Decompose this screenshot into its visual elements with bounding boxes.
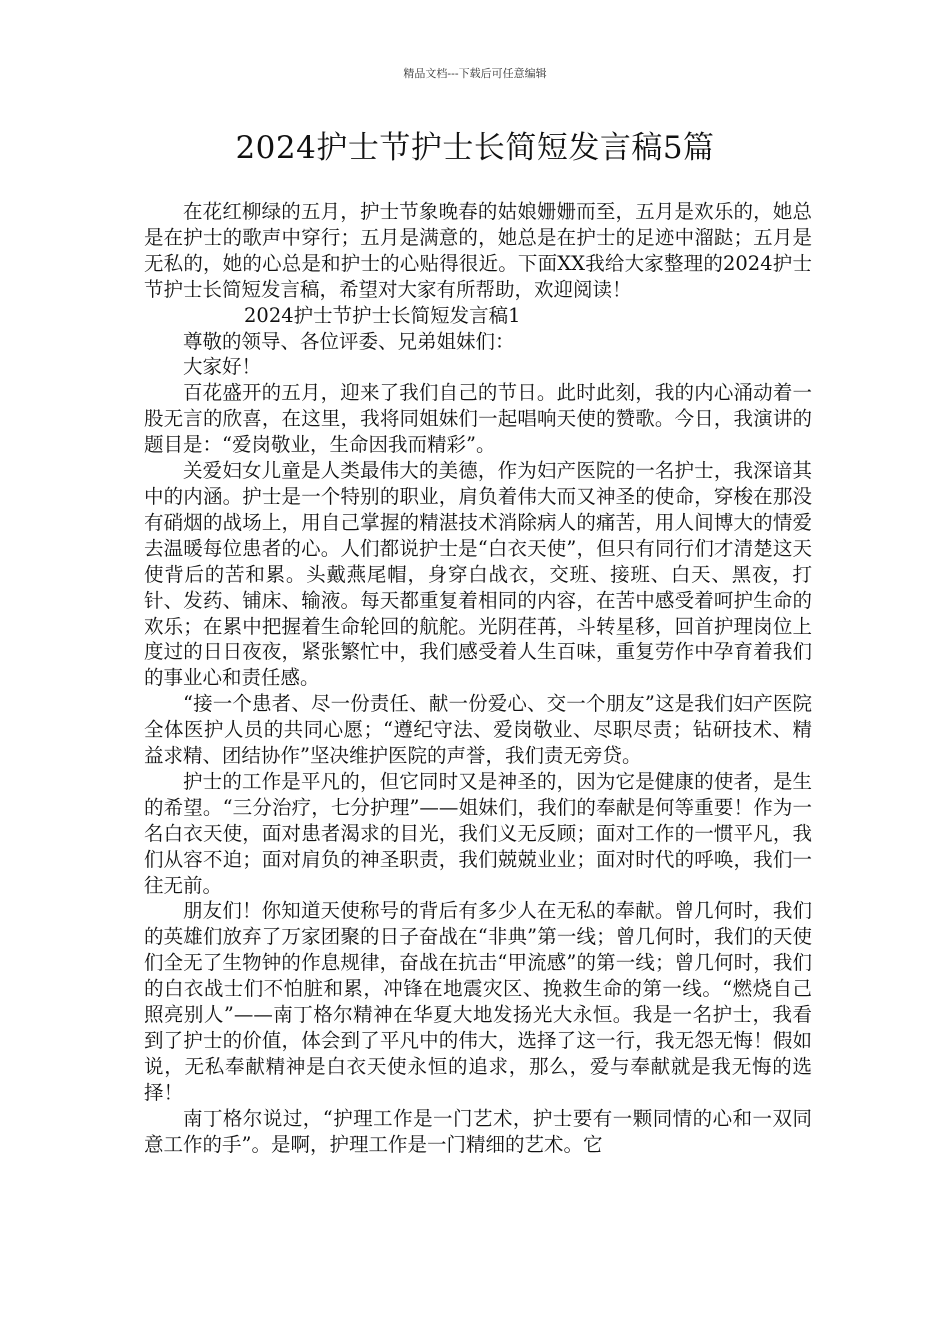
section-heading: 2024护士节护士长简短发言稿1 xyxy=(244,303,521,327)
greeting-line: 大家好！ xyxy=(183,355,262,379)
salutation-line: 尊敬的领导、各位评委、兄弟姐妹们： xyxy=(183,329,515,353)
body-paragraph: 朋友们！你知道天使称号的背后有多少人在无私的奉献。曾几何时，我们的英雄们放弃了万家团聚的日子奋战在“非典”第一线；曾几何时，我们的天使们全无了生物钟的作息规律，奋战在抗击“甲流感”的第一线；曾几何时，我们的白衣战士们不怕脏和累，冲锋在地震灾区、挽救生命的第一线。“燃烧自己照亮别人”——南丁格尔精神在华夏大地发扬光大永恒。我是一名护士，我看到了护士的价值，体会到了平凡中的伟大，选择了这一行，我无怨无悔！假如说，无私奉献精神是白衣天使永恒的追求，那么，爱与奉献就是我无悔的选择！ xyxy=(144,899,812,1104)
header-note: 精品文档---下载后可任意编辑 xyxy=(403,67,547,80)
body-paragraph: “接一个患者、尽一份责任、献一份爱心、交一个朋友”这是我们妇产医院全体医护人员的共同心愿；“遵纪守法、爱岗敬业、尽职尽责；钻研技术、精益求精、团结协作”坚决维护医院的声誉，我们责无旁贷。 xyxy=(144,692,812,768)
body-paragraph: 百花盛开的五月，迎来了我们自己的节日。此时此刻，我的内心涌动着一股无言的欣喜，在这里，我将同姐妹们一起唱响天使的赞歌。今日，我演讲的题目是：“爱岗敬业，生命因我而精彩”。 xyxy=(144,381,812,457)
document-body xyxy=(144,199,812,1158)
document-title: 2024护士节护士长简短发言稿5篇 xyxy=(235,130,715,166)
body-paragraph: 护士的工作是平凡的，但它同时又是神圣的，因为它是健康的使者，是生的希望。“三分治疗，七分护理”——姐妹们，我们的奉献是何等重要！作为一名白衣天使，面对患者渴求的目光，我们义无反顾；面对工作的一惯平凡，我们从容不迫；面对肩负的神圣职责，我们兢兢业业；面对时代的呼唤，我们一往无前。 xyxy=(144,769,812,897)
intro-paragraph: 在花红柳绿的五月，护士节象晚春的姑娘姗姗而至，五月是欢乐的，她总是在护士的歌声中穿行；五月是满意的，她总是在护士的足迹中溜跶；五月是无私的，她的心总是和护士的心贴得很近。下面XX我给大家整理的2024护士节护士长简短发言稿，希望对大家有所帮助，欢迎阅读！ xyxy=(144,200,812,301)
body-paragraph-continued: 南丁格尔说过，“护理工作是一门艺术，护士要有一颗同情的心和一双同意工作的手”。是啊，护理工作是一门精细的艺术。它 xyxy=(144,1106,812,1156)
body-paragraph: 关爱妇女儿童是人类最伟大的美德，作为妇产医院的一名护士，我深谙其中的内涵。护士是一个特别的职业，肩负着伟大而又神圣的使命，穿梭在那没有硝烟的战场上，用自己掌握的精湛技术消除病人的痛苦，用人间博大的情爱去温暖每位患者的心。人们都说护士是“白衣天使”，但只有同行们才清楚这天使背后的苦和累。头戴燕尾帽，身穿白战衣，交班、接班、白天、黑夜，打针、发药、铺床、输液。每天都重复着相同的内容，在苦中感受着呵护生命的欢乐；在累中把握着生命轮回的航舵。光阴荏苒，斗转星移，回首护理岗位上度过的日日夜夜，紧张繁忙中，我们感受着人生百味，重复劳作中孕育着我们的事业心和责任感。 xyxy=(144,459,812,690)
